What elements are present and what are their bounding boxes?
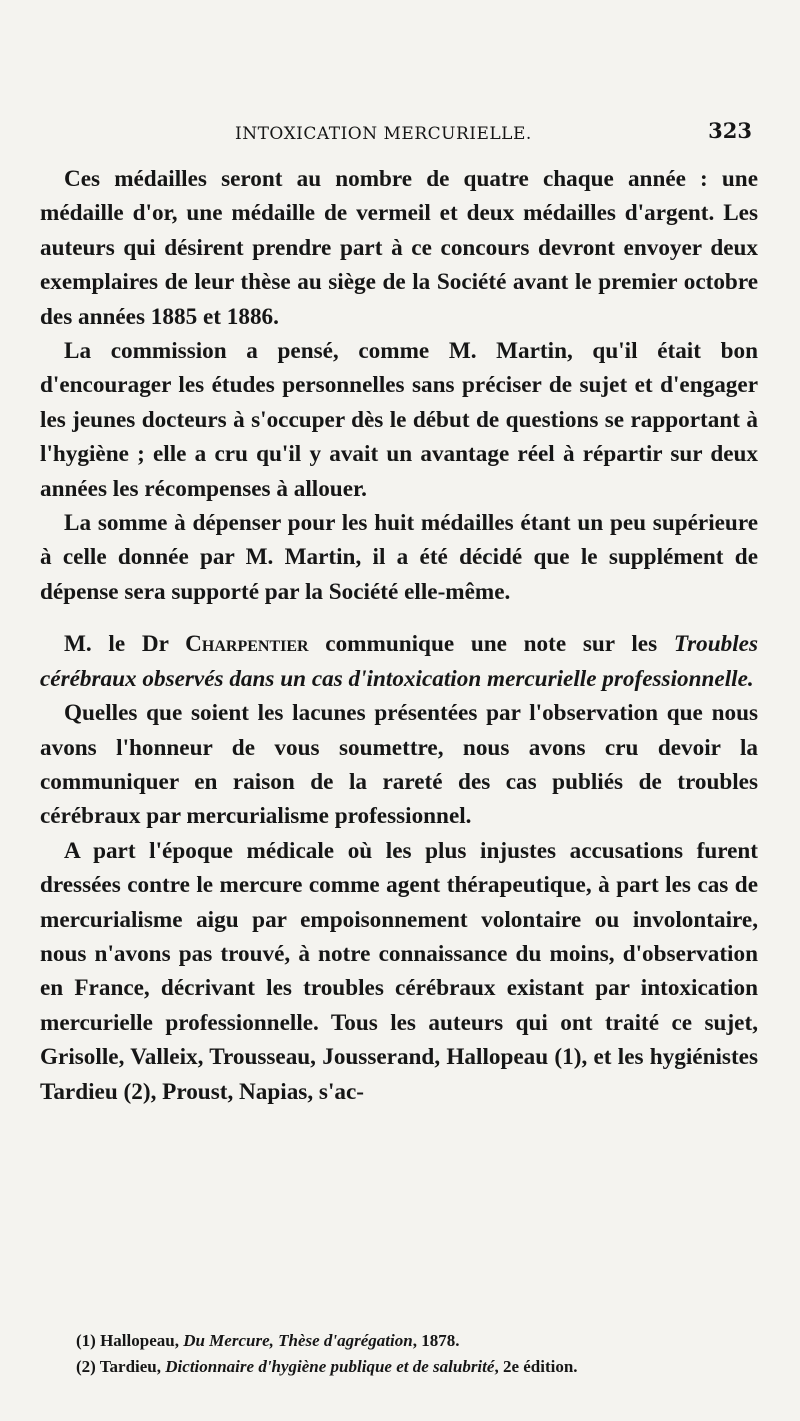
- footnote-2: [40, 1354, 770, 1380]
- footnote-2-author: (2) Tardieu,: [76, 1357, 166, 1376]
- paragraph-sum: La somme à dépenser pour les huit médailles étant un peu supérieure à celle donnée par M. Martin, il a été décidé que le supplément de dépense sera supporté par la Société elle-même.: [40, 510, 758, 605]
- footnote-1-author: (1) Hallopeau,: [76, 1331, 184, 1350]
- author-name: Charpentier: [185, 631, 309, 658]
- communication-intro: M. le Dr: [64, 631, 186, 658]
- paragraph-communication: [40, 627, 758, 696]
- footnote-1: [40, 1328, 770, 1354]
- footnote-2-title: Dictionnaire d'hygiène publique et de salubrité: [165, 1357, 495, 1376]
- paragraph-history: A part l'époque médicale où les plus injustes accusations furent dressées contre le mercure comme agent thérapeutique, à part les cas de mercurialisme aigu par empoisonnement volontaire ou involontaire, nous n'avons pas trouvé, à notre connaissance du moins, d'observation en France, décrivant les troubles cérébraux existant par intoxication mercurielle professionnelle. Tous les auteurs qui ont traité ce sujet, Grisolle, Valleix, Trousseau, Jousserand, Hallopeau (1), et les hygiénistes Tardieu (2), Proust, Napias, s'ac-: [40, 837, 758, 1105]
- footnote-2-edition: , 2e édition.: [494, 1357, 578, 1376]
- running-title: INTOXICATION MERCURIELLE.: [235, 124, 532, 144]
- communication-mid: communique une note sur les: [308, 631, 674, 658]
- paragraph-medals: Ces médailles seront au nombre de quatre chaque année : une médaille d'or, une médaille de vermeil et deux médailles d'argent. Les auteurs qui désirent prendre part à ce concours devront envoyer deux exemplaires de leur thèse au siège de la Société avant le premier octobre des années 1885 et 1886.: [40, 166, 758, 330]
- main-text: [40, 162, 758, 1109]
- paragraph-observation: Quelles que soient les lacunes présentées par l'observation que nous avons l'honneur de vous soumettre, nous avons cru devoir la communiquer en raison de la rareté des cas publiés de troubles cérébraux par mercurialisme professionnel.: [40, 700, 758, 830]
- page-header: [40, 118, 760, 148]
- communication-title: Troubles cérébraux observés dans un cas d'intoxication mercurielle professionnelle.: [40, 631, 758, 692]
- page-number: 323: [708, 118, 752, 143]
- footnote-1-title: Du Mercure, Thèse d'agrégation: [183, 1331, 413, 1350]
- footnotes: [40, 1328, 770, 1380]
- paragraph-commission: La commission a pensé, comme M. Martin, qu'il était bon d'encourager les études personnelles sans préciser de sujet et d'engager les jeunes docteurs à s'occuper dès le début de questions se rapportant à l'hygiène ; elle a cru qu'il y avait un avantage réel à répartir sur deux années les récompenses à allouer.: [40, 338, 758, 502]
- footnote-1-year: , 1878.: [412, 1331, 460, 1350]
